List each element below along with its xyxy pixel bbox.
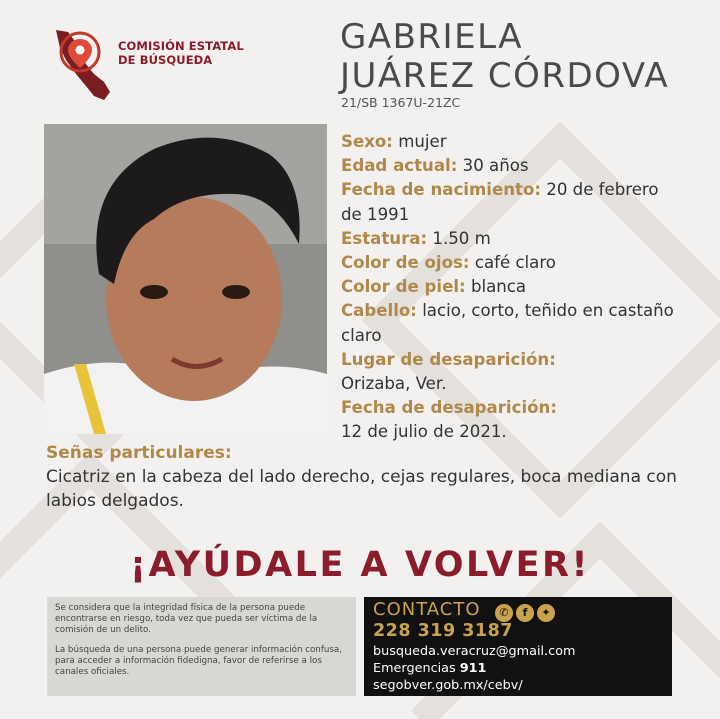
person-name (340, 18, 669, 96)
detail-label: Cabello: (341, 301, 417, 321)
detail-label: Sexo: (341, 132, 393, 151)
detail-label: Color de ojos: (341, 253, 470, 273)
detail-fecha-label: Fecha de desaparición: (341, 398, 557, 418)
detail-label: Color de piel: (341, 277, 466, 297)
disclaimer-box (47, 597, 356, 696)
detail-piel (341, 275, 681, 299)
detail-value: 20 de febrero de 1991 (341, 180, 659, 224)
portrait-image (44, 124, 327, 434)
details-list (341, 130, 681, 445)
detail-cabello (341, 299, 681, 347)
detail-ojos (341, 251, 681, 275)
emergency-label: Emergencias (373, 661, 460, 676)
detail-edad (341, 154, 681, 178)
disclaimer-paragraph-2: La búsqueda de una persona puede generar información confusa, para acceder a información fidedigna, favor de referirse a los canales oficiales. (55, 645, 342, 677)
emergency-line (373, 661, 486, 676)
facebook-icon[interactable]: f (516, 604, 534, 622)
detail-lugar-label: Lugar de desaparición: (341, 349, 556, 369)
detail-value: 1.50 m (427, 228, 491, 248)
detail-estatura (341, 227, 681, 251)
detail-label: Estatura: (341, 228, 428, 248)
detail-value: lacio, corto, teñido en castaño claro (341, 301, 674, 345)
org-name-line2: DE BÚSQUEDA (118, 53, 213, 67)
contact-email[interactable]: busqueda.veracruz@gmail.com (373, 644, 576, 659)
detail-nacimiento (341, 178, 681, 226)
detail-label: Edad actual: (341, 156, 458, 176)
detail-value: 30 años (457, 156, 529, 176)
case-id: 21/SB 1367U-21ZC (341, 95, 461, 110)
contact-website[interactable]: segobver.gob.mx/cebv/ (373, 678, 523, 693)
org-name (118, 39, 244, 67)
social-icons (495, 601, 558, 622)
call-to-action: ¡AYÚDALE A VOLVER! (130, 545, 590, 585)
detail-sexo (341, 130, 681, 154)
contact-phone[interactable]: 228 319 3187 (373, 621, 513, 641)
senas-label: Señas particulares: (46, 443, 232, 463)
detail-value: mujer (392, 132, 447, 151)
detail-label: Fecha de nacimiento: (341, 180, 541, 200)
org-name-line1: COMISIÓN ESTATAL (118, 39, 244, 53)
whatsapp-icon[interactable]: ✆ (495, 604, 513, 622)
first-name: GABRIELA (340, 17, 524, 57)
detail-value: blanca (465, 277, 527, 297)
detail-lugar-value: Orizaba, Ver. (341, 374, 447, 394)
senas-text: Cicatriz en la cabeza del lado derecho, cejas regulares, boca mediana con labios delgados. (46, 467, 677, 511)
person-photo (44, 124, 327, 434)
distinguishing-marks (46, 441, 686, 513)
emergency-number[interactable]: 911 (459, 661, 487, 676)
veracruz-map-pin-icon (48, 26, 114, 106)
contact-title: CONTACTO (373, 599, 481, 620)
detail-fecha-value: 12 de julio de 2021. (341, 422, 507, 442)
contact-box (364, 597, 672, 696)
disclaimer-paragraph-1: Se considera que la integridad física de la persona puede encontrarse en riesgo, toda vez que pueda ser víctima de la comisión de un delito. (55, 603, 318, 635)
commission-logo (48, 26, 278, 106)
last-names: JUÁREZ CÓRDOVA (340, 56, 670, 96)
twitter-icon[interactable]: ✦ (537, 604, 555, 622)
detail-value: café claro (469, 253, 556, 273)
